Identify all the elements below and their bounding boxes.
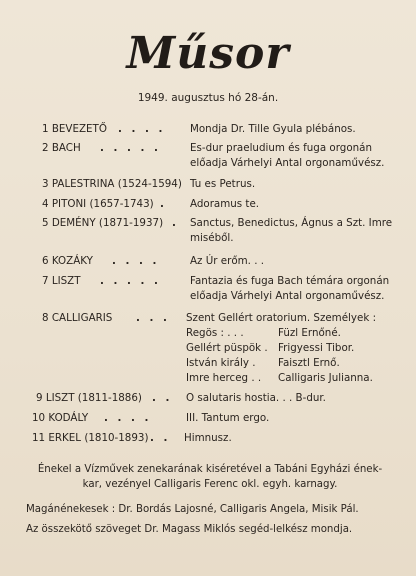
leader-dots: . . . . xyxy=(118,123,166,135)
leader-dots: . . . . xyxy=(104,412,152,424)
event-date: 1949. augusztus hó 28-án. xyxy=(137,92,279,104)
program-composer: 3 PALESTRINA (1524-1594) xyxy=(42,178,182,190)
program-description: Himnusz. xyxy=(184,432,232,444)
program-description: Az Úr erőm. . . xyxy=(190,255,265,267)
choir-credits xyxy=(30,462,390,492)
program-description: Fantazia és fuga Bach témára orgonán előadja Várhelyi Antal orgonaművész. xyxy=(190,275,390,302)
leader-dots: . . xyxy=(150,432,171,444)
program-composer: 9 LISZT (1811-1886) xyxy=(36,392,142,404)
role-name: Imre herceg . . xyxy=(186,372,262,384)
role-name: István király . xyxy=(186,357,256,369)
leader-dots: . xyxy=(172,217,179,229)
leader-dots: . . . . xyxy=(112,255,160,267)
program-description: Sanctus, Benedictus, Ágnus a Szt. Imre miséből. xyxy=(190,217,393,244)
role-name: Regös : . . . xyxy=(186,327,244,339)
role-actor: Frigyessi Tibor. xyxy=(278,342,355,354)
leader-dots: . . xyxy=(152,392,173,404)
program-description: Tu es Petrus. xyxy=(190,178,256,190)
program-composer: 1 BEVEZETŐ xyxy=(42,123,107,135)
program-composer: 5 DEMÉNY (1871-1937) xyxy=(42,217,164,229)
program-composer: 2 BACH xyxy=(42,142,81,154)
program-description: III. Tantum ergo. xyxy=(186,412,270,424)
soloists: Magánénekesek : Dr. Bordás Lajosné, Calligaris Angela, Misik Pál. xyxy=(26,504,359,515)
leader-dots: . . . . . xyxy=(100,275,161,287)
program-description: Mondja Dr. Tille Gyula plébános. xyxy=(190,123,356,135)
program-composer: 4 PITONI (1657-1743) xyxy=(42,198,154,210)
program-composer: 10 KODÁLY xyxy=(32,412,89,424)
program-description: O salutaris hostia. . . B-dur. xyxy=(186,392,326,404)
leader-dots: . . . xyxy=(136,312,170,324)
choir-line: Énekel a Vízművek zenekarának kiséretével a Tabáni Egyházi ének- xyxy=(37,464,383,475)
leader-dots: . . . . . xyxy=(100,142,161,154)
narrator: Az összekötő szöveget Dr. Magass Miklós segéd-lelkész mondja. xyxy=(26,524,353,535)
program-composer: 11 ERKEL (1810-1893) xyxy=(32,432,149,444)
leader-dots: . xyxy=(160,198,167,210)
program-composer: 6 KOZÁKY xyxy=(42,255,93,267)
program-composer: 7 LISZT xyxy=(42,275,81,287)
role-actor: Faisztl Ernő. xyxy=(278,357,340,369)
program-description: Adoramus te. xyxy=(190,198,260,210)
choir-line: kar, vezényel Calligaris Ferenc okl. egyh. karnagy. xyxy=(82,479,338,490)
role-actor: Füzl Ernőné. xyxy=(278,327,341,339)
program-description: Szent Gellért oratorium. Személyek : xyxy=(186,312,377,324)
page-title: Műsor xyxy=(126,28,290,79)
role-name: Gellért püspök . xyxy=(186,342,268,354)
program-description: Es-dur praeludium és fuga orgonán előadja Várhelyi Antal orgonaművész. xyxy=(190,142,385,169)
program-composer: 8 CALLIGARIS xyxy=(42,312,113,324)
role-actor: Calligaris Julianna. xyxy=(278,372,373,384)
